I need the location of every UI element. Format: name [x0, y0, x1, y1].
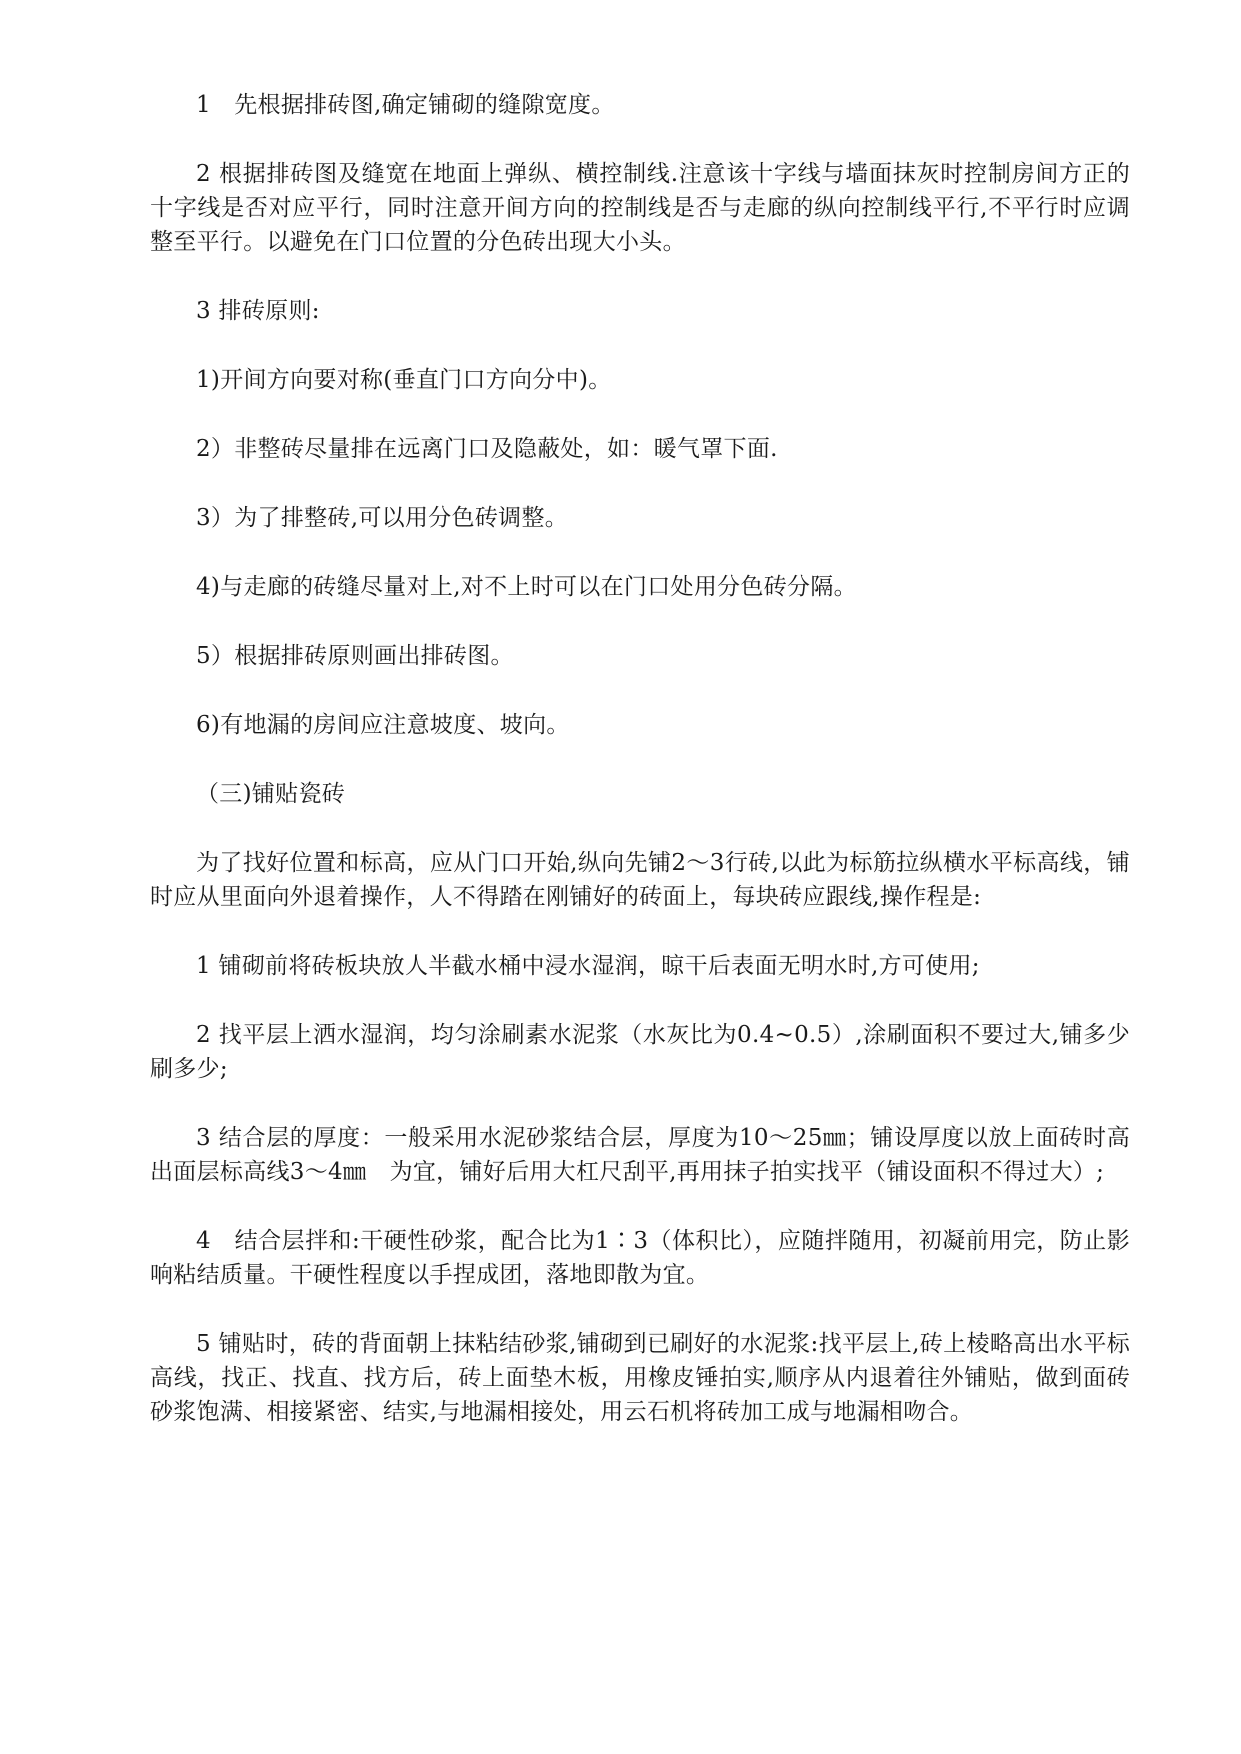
principle-item-5: 5）根据排砖原则画出排砖图。: [196, 643, 514, 669]
step-4-bond-layer-mixing: 4 结合层拌和:干硬性砂浆，配合比为1∶3（体积比），应随拌随用，初凝前用完，防止影响粘结质量。干硬性程度以手捏成团，落地即散为宜。: [150, 1228, 1130, 1288]
principle-item-2: 2）非整砖尽量排在远离门口及隐蔽处，如：暖气罩下面.: [196, 436, 778, 462]
paragraph-tile-gap: 1 先根据排砖图,确定铺砌的缝隙宽度。: [196, 92, 615, 118]
principle-item-6: 6)有地漏的房间应注意坡度、坡向。: [196, 712, 570, 738]
principle-item-3: 3）为了排整砖,可以用分色砖调整。: [196, 505, 569, 531]
principle-item-1: 1)开间方向要对称(垂直门口方向分中)。: [196, 367, 612, 393]
document-body: [150, 88, 1130, 1464]
principle-item-4: 4)与走廊的砖缝尽量对上,对不上时可以在门口处用分色砖分隔。: [196, 574, 857, 600]
paragraph-tiling-intro: 为了找好位置和标高，应从门口开始,纵向先铺2～3行砖,以此为标筋拉纵横水平标高线，铺时应从里面向外退着操作，人不得踏在刚铺好的砖面上，每块砖应跟线,操作程是:: [150, 850, 1130, 910]
step-2-cement-slurry: 2 找平层上洒水湿润，均匀涂刷素水泥浆（水灰比为0.4~0.5）,涂刷面积不要过大,铺多少刷多少;: [150, 1022, 1130, 1082]
paragraph-layout-principles-heading: 3 排砖原则:: [196, 298, 320, 324]
paragraph-control-lines: 2 根据排砖图及缝宽在地面上弹纵、横控制线.注意该十字线与墙面抹灰时控制房间方正的十字线是否对应平行，同时注意开间方向的控制线是否与走廊的纵向控制线平行,不平行时应调整至平行。以避免在门口位置的分色砖出现大小头。: [150, 161, 1130, 255]
step-1-soak-tiles: 1 铺砌前将砖板块放人半截水桶中浸水湿润，晾干后表面无明水时,方可使用;: [196, 953, 980, 979]
section-heading-tiling: （三)铺贴瓷砖: [196, 781, 346, 807]
step-5-laying-tiles: 5 铺贴时，砖的背面朝上抹粘结砂浆,铺砌到已刷好的水泥浆:找平层上,砖上棱略高出水平标高线，找正、找直、找方后，砖上面垫木板，用橡皮锤拍实,顺序从内退着往外铺贴，做到面砖砂浆饱满、相接紧密、结实,与地漏相接处，用云石机将砖加工成与地漏相吻合。: [150, 1331, 1130, 1425]
step-3-bond-layer-thickness: 3 结合层的厚度：一般采用水泥砂浆结合层，厚度为10～25㎜；铺设厚度以放上面砖时高出面层标高线3～4㎜ 为宜，铺好后用大杠尺刮平,再用抹子拍实找平（铺设面积不得过大）;: [150, 1125, 1130, 1185]
